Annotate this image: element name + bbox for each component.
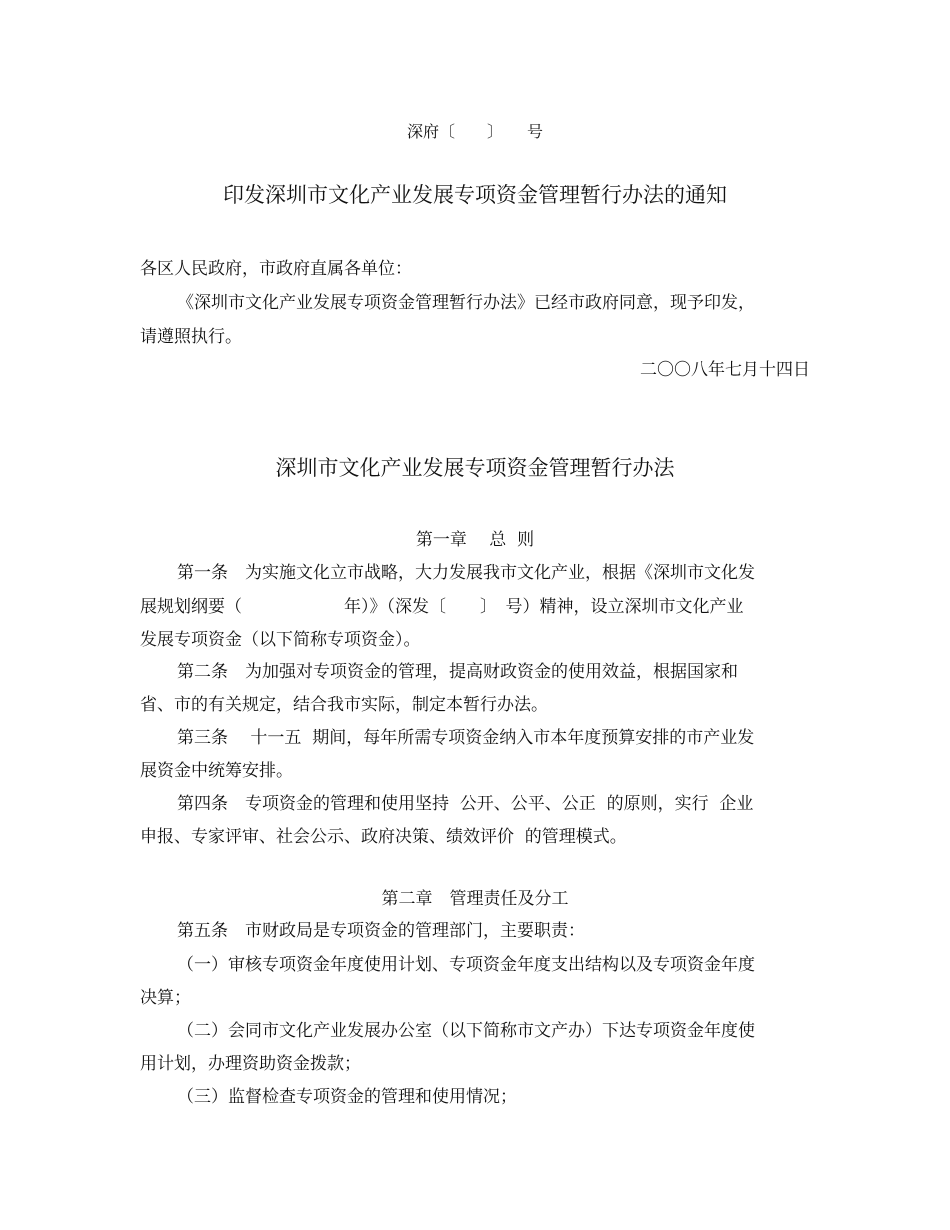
article-line: 第三条 十一五 期间，每年所需专项资金纳入市本年度预算安排的市产业发 (177, 728, 755, 748)
notice-title: 印发深圳市文化产业发展专项资金管理暂行办法的通知 (223, 183, 727, 207)
article-item-line: （二）会同市文化产业发展办公室（以下简称市文产办）下达专项资金年度使 (177, 1021, 755, 1041)
chapter-heading: 第二章 管理责任及分工 (381, 889, 569, 909)
notice-date: 二〇〇八年七月十四日 (640, 360, 810, 380)
article-line: 第五条 市财政局是专项资金的管理部门，主要职责： (177, 921, 585, 941)
document-number: 深府〔 〕 号 (406, 122, 543, 141)
chapter-heading: 第一章 总 则 (415, 530, 535, 550)
article-line: 第四条 专项资金的管理和使用坚持 公开、公平、公正 的原则，实行 企业 (177, 794, 754, 814)
article-line: 展规划纲要（ 年）》（深发〔 〕 号）精神，设立深圳市文化产业 (140, 597, 744, 617)
notice-body-line: 请遵照执行。 (140, 327, 242, 347)
article-item-line: （一）审核专项资金年度使用计划、专项资金年度支出结构以及专项资金年度 (177, 955, 755, 975)
article-item-line: 用计划，办理资助资金拨款； (140, 1054, 361, 1074)
article-line: 展资金中统筹安排。 (140, 761, 293, 781)
article-item-line: （三）监督检查专项资金的管理和使用情况； (177, 1087, 517, 1107)
article-line: 第一条 为实施文化立市战略，大力发展我市文化产业，根据《深圳市文化发 (177, 563, 755, 583)
article-line: 申报、专家评审、社会公示、政府决策、绩效评价 的管理模式。 (140, 827, 627, 847)
regulation-title: 深圳市文化产业发展专项资金管理暂行办法 (275, 456, 675, 480)
addressee: 各区人民政府，市政府直属各单位： (140, 259, 412, 279)
article-line: 发展专项资金（以下简称专项资金）。 (140, 630, 421, 650)
article-line: 省、市的有关规定，结合我市实际，制定本暂行办法。 (140, 695, 548, 715)
notice-body-line: 《深圳市文化产业发展专项资金管理暂行办法》已经市政府同意，现予印发， (177, 293, 755, 313)
article-line: 第二条 为加强对专项资金的管理，提高财政资金的使用效益，根据国家和 (177, 662, 738, 682)
article-item-line: 决算； (140, 988, 191, 1008)
